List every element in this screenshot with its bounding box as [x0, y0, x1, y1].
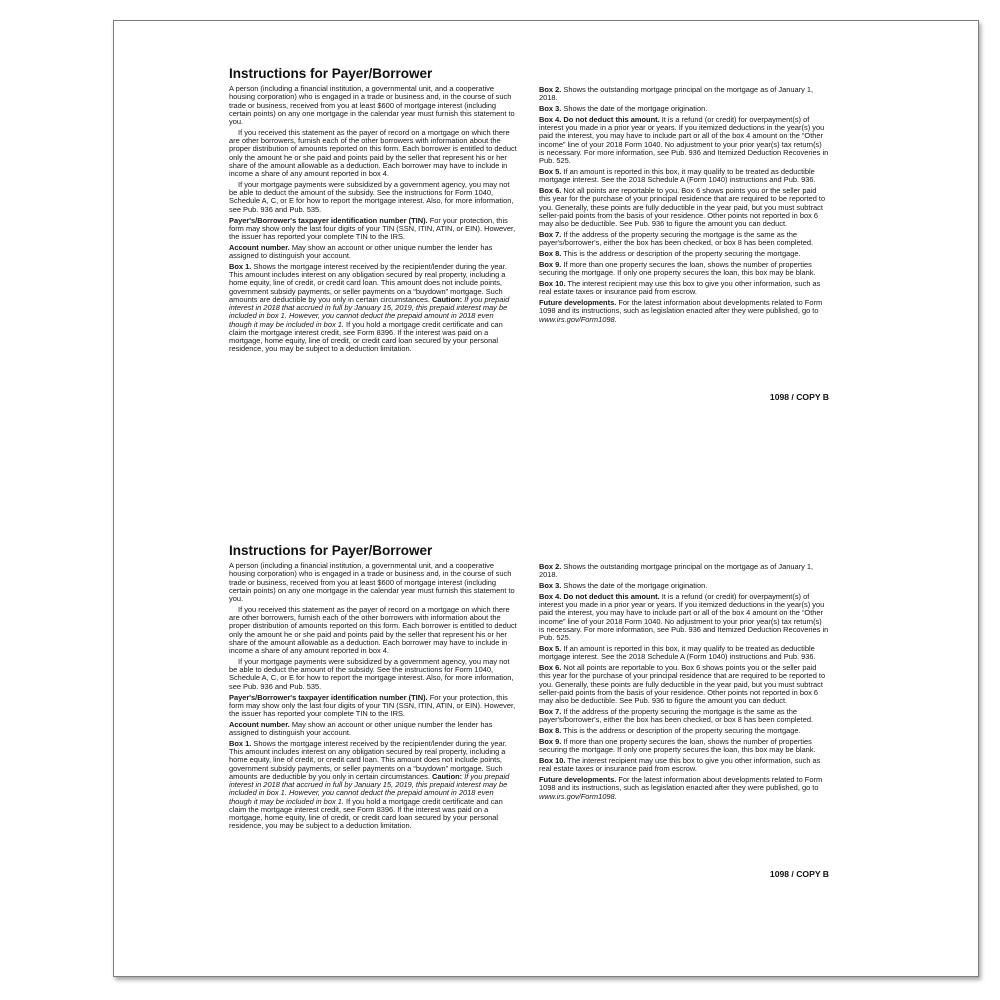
- box9-paragraph: [539, 261, 829, 278]
- box1-tail: If you hold a mortgage credit certificate and can claim the mortgage interest credit, see Form 8396. If the interest was paid on a mortgage, home equity, line of credit, or credit card loan secured by your personal residence, you may be subject to a deduction limitation.: [229, 319, 503, 354]
- future-end: .: [614, 791, 617, 801]
- intro-paragraph: A person (including a financial institution, a governmental unit, and a cooperative housing corporation) who is engaged in a trade or business and, in the course of such trade or business, received from you at least $600 of mortgage interest (including certain points) on any one mortgage in the calendar year must furnish this statement to you.: [229, 84, 515, 126]
- record-paragraph: If you received this statement as the payer of record on a mortgage on which there are other borrowers, furnish each of the other borrowers with information about the proper distribution of amounts reported on this form. Each borrower is entitled to deduct only the amount he or she paid and points paid by the seller that represent his or her share of the amount allowable as a deduction. Each borrower may have to include in income a share of any amount reported in box 4.: [229, 127, 517, 179]
- future-label: Future developments.: [539, 298, 617, 308]
- box9-label: Box 9.: [539, 736, 562, 746]
- box1-tail: If you hold a mortgage credit certificate and can claim the mortgage interest credit, see Form 8396. If the interest was paid on a mortgage, home equity, line of credit, or credit card loan secured by your personal residence, you may be subject to a deduction limitation.: [229, 796, 503, 831]
- instructions-section-top: [229, 66, 829, 402]
- box4-paragraph: [539, 116, 829, 166]
- box3-text: Shows the date of the mortgage origination.: [561, 104, 708, 114]
- box7-paragraph: [539, 708, 829, 725]
- box5-label: Box 5.: [539, 167, 562, 177]
- box8-text: This is the address or description of the property securing the mortgage.: [561, 249, 801, 259]
- intro-paragraph: A person (including a financial institution, a governmental unit, and a cooperative housing corporation) who is engaged in a trade or business and, in the course of such trade or business, received from you at least $600 of mortgage interest (including certain points) on any one mortgage in the calendar year must furnish this statement to you.: [229, 561, 515, 603]
- subsidy-paragraph: If your mortgage payments were subsidized by a government agency, you may not be able to deduct the amount of the subsidy. See the instructions for Form 1040, Schedule A, C, or E for how to report the mortgage interest. Also, for more information, see Pub. 936 and Pub. 535.: [229, 179, 514, 214]
- box8-paragraph: [539, 250, 829, 258]
- future-url: www.irs.gov/Form1098: [539, 791, 615, 801]
- box9-paragraph: [539, 738, 829, 755]
- box7-label: Box 7.: [539, 229, 562, 239]
- box5-text: If an amount is reported in this box, it may qualify to be treated as deductible mortgage interest. See the 2018 Schedule A (Form 1040) instructions and Pub. 936.: [539, 644, 816, 662]
- box6-label: Box 6.: [539, 186, 562, 196]
- box4-label: Box 4. Do not deduct this amount.: [539, 591, 660, 601]
- box9-text: If more than one property secures the loan, shows the number of properties securing the mortgage. If only one property secures the loan, this box may be blank.: [539, 259, 816, 278]
- box7-label: Box 7.: [539, 706, 562, 716]
- future-paragraph: [539, 299, 829, 324]
- box2-paragraph: [539, 86, 829, 103]
- box2-text: Shows the outstanding mortgage principal on the mortgage as of January 1, 2018.: [539, 562, 814, 580]
- tin-label: Payer's/Borrower's taxpayer identification number (TIN).: [229, 692, 428, 702]
- box6-label: Box 6.: [539, 663, 562, 673]
- account-text: May show an account or other unique number the lender has assigned to distinguish your account.: [229, 242, 493, 261]
- future-paragraph: [539, 776, 829, 801]
- left-column: [229, 85, 517, 356]
- box10-text: The interest recipient may use this box to give you other information, such as real estate taxes or insurance paid from escrow.: [539, 279, 821, 297]
- box6-paragraph: [539, 664, 829, 705]
- box1-text: Shows the mortgage interest received by the recipient/lender during the year. This amount includes interest on any obligation secured by real property, including a home equity, line of credit, or credit card loan. This amount does not include points, government subsidy payments, or seller payments on a “buydown” mortgage. Such amounts are deductible by you only in certain circumstances.: [229, 738, 507, 781]
- box3-label: Box 3.: [539, 581, 562, 591]
- box9-text: If more than one property secures the loan, shows the number of properties securing the mortgage. If only one property secures the loan, this box may be blank.: [539, 736, 816, 755]
- instructions-section-bottom: [229, 543, 829, 879]
- box3-paragraph: [539, 105, 829, 113]
- box8-label: Box 8.: [539, 726, 562, 736]
- future-text: For the latest information about developments related to Form 1098 and its instructions, such as legislation enacted after they were published, go to: [539, 775, 823, 793]
- box10-paragraph: [539, 757, 829, 774]
- left-column: [229, 562, 517, 833]
- copy-label: 1098 / COPY B: [769, 869, 829, 879]
- section-title: Instructions for Payer/Borrower: [229, 543, 433, 558]
- box7-paragraph: [539, 231, 829, 248]
- box3-paragraph: [539, 582, 829, 590]
- box5-paragraph: [539, 645, 829, 662]
- account-label: Account number.: [229, 719, 290, 729]
- box4-text: It is a refund (or credit) for overpayment(s) of interest you made in a prior year or years. If you itemized deductions in the year(s) you paid the interest, you may have to include part or all of the box 4 amount on the “Other income” line of your 2018 Form 1040. No adjustment to your prior year(s) tax return(s) is necessary. For more information, see Pub. 936 and Itemized Deduction Recoveries in Pub. 525.: [539, 114, 829, 166]
- box1-caution: Caution:: [431, 294, 463, 304]
- tin-paragraph: [229, 217, 517, 242]
- box1-italic: If you prepaid interest in 2018 that accrued in full by January 15, 2019, this prepaid interest may be included in box 1. However, you cannot deduct the prepaid amount in 2018 even though it may be included in box 1.: [229, 294, 510, 329]
- box5-label: Box 5.: [539, 644, 562, 654]
- future-label: Future developments.: [539, 775, 617, 785]
- account-label: Account number.: [229, 242, 290, 252]
- box10-label: Box 10.: [539, 756, 566, 765]
- box1-paragraph: [229, 263, 517, 354]
- box6-paragraph: [539, 187, 829, 228]
- box4-text: It is a refund (or credit) for overpayment(s) of interest you made in a prior year or years. If you itemized deductions in the year(s) you paid the interest, you may have to include part or all of the box 4 amount on the “Other income” line of your 2018 Form 1040. No adjustment to your prior year(s) tax return(s) is necessary. For more information, see Pub. 936 and Itemized Deduction Recoveries in Pub. 525.: [539, 591, 829, 643]
- box9-label: Box 9.: [539, 259, 562, 269]
- section-title: Instructions for Payer/Borrower: [229, 66, 433, 81]
- account-text: May show an account or other unique number the lender has assigned to distinguish your account.: [229, 719, 493, 738]
- box2-label: Box 2.: [539, 562, 562, 571]
- future-end: .: [614, 314, 617, 324]
- right-column: [539, 563, 829, 803]
- box7-text: If the address of the property securing the mortgage is the same as the payer's/borrower's, either the box has been checked, or box 8 has been completed.: [539, 229, 814, 248]
- box1-paragraph: [229, 740, 517, 831]
- future-url: www.irs.gov/Form1098: [539, 314, 615, 324]
- box10-label: Box 10.: [539, 279, 566, 288]
- account-paragraph: [229, 244, 517, 261]
- box5-text: If an amount is reported in this box, it may qualify to be treated as deductible mortgage interest. See the 2018 Schedule A (Form 1040) instructions and Pub. 936.: [539, 167, 816, 185]
- box6-text: Not all points are reportable to you. Box 6 shows points you or the seller paid this year for the purchase of your principal residence that are required to be reported to you. Generally, these points are fully deductible in the year paid, but you must subtract seller-paid points from the basis of your residence. Other points not reported in box 6 may also be deductible. See Pub. 936 to figure the amount you can deduct.: [539, 186, 826, 229]
- record-paragraph: If you received this statement as the payer of record on a mortgage on which there are other borrowers, furnish each of the other borrowers with information about the proper distribution of amounts reported on this form. Each borrower is entitled to deduct only the amount he or she paid and points paid by the seller that represent his or her share of the amount allowable as a deduction. Each borrower may have to include in income a share of any amount reported in box 4.: [229, 604, 517, 656]
- tin-text: For your protection, this form may show only the last four digits of your TIN (SSN, ITIN, ATIN, or EIN). However, the issuer has reported your complete TIN to the IRS.: [229, 215, 516, 242]
- tin-label: Payer's/Borrower's taxpayer identification number (TIN).: [229, 215, 428, 225]
- box5-paragraph: [539, 168, 829, 185]
- right-column: [539, 86, 829, 326]
- box1-caution: Caution:: [431, 771, 463, 781]
- tin-text: For your protection, this form may show only the last four digits of your TIN (SSN, ITIN, ATIN, or EIN). However, the issuer has reported your complete TIN to the IRS.: [229, 692, 516, 719]
- box1-text: Shows the mortgage interest received by the recipient/lender during the year. This amount includes interest on any obligation secured by real property, including a home equity, line of credit, or credit card loan. This amount does not include points, government subsidy payments, or seller payments on a “buydown” mortgage. Such amounts are deductible by you only in certain circumstances.: [229, 261, 507, 304]
- account-paragraph: [229, 721, 517, 738]
- box2-label: Box 2.: [539, 85, 562, 94]
- box4-paragraph: [539, 593, 829, 643]
- box8-label: Box 8.: [539, 249, 562, 259]
- future-text: For the latest information about developments related to Form 1098 and its instructions, such as legislation enacted after they were published, go to: [539, 298, 823, 316]
- box4-label: Box 4. Do not deduct this amount.: [539, 114, 660, 124]
- box3-text: Shows the date of the mortgage origination.: [561, 581, 708, 591]
- box2-text: Shows the outstanding mortgage principal on the mortgage as of January 1, 2018.: [539, 85, 814, 103]
- copy-label: 1098 / COPY B: [769, 392, 829, 402]
- form-page: [113, 20, 979, 977]
- subsidy-paragraph: If your mortgage payments were subsidized by a government agency, you may not be able to deduct the amount of the subsidy. See the instructions for Form 1040, Schedule A, C, or E for how to report the mortgage interest. Also, for more information, see Pub. 936 and Pub. 535.: [229, 656, 514, 691]
- box1-italic: If you prepaid interest in 2018 that accrued in full by January 15, 2019, this prepaid interest may be included in box 1. However, you cannot deduct the prepaid amount in 2018 even though it may be included in box 1.: [229, 771, 510, 806]
- box10-paragraph: [539, 280, 829, 297]
- tin-paragraph: [229, 694, 517, 719]
- box1-label: Box 1.: [229, 738, 252, 748]
- box10-text: The interest recipient may use this box to give you other information, such as real estate taxes or insurance paid from escrow.: [539, 756, 821, 774]
- box8-paragraph: [539, 727, 829, 735]
- box6-text: Not all points are reportable to you. Box 6 shows points you or the seller paid this year for the purchase of your principal residence that are required to be reported to you. Generally, these points are fully deductible in the year paid, but you must subtract seller-paid points from the basis of your residence. Other points not reported in box 6 may also be deductible. See Pub. 936 to figure the amount you can deduct.: [539, 663, 826, 706]
- box2-paragraph: [539, 563, 829, 580]
- box7-text: If the address of the property securing the mortgage is the same as the payer's/borrower's, either the box has been checked, or box 8 has been completed.: [539, 706, 814, 725]
- box1-label: Box 1.: [229, 261, 252, 271]
- box3-label: Box 3.: [539, 104, 562, 114]
- box8-text: This is the address or description of the property securing the mortgage.: [561, 726, 801, 736]
